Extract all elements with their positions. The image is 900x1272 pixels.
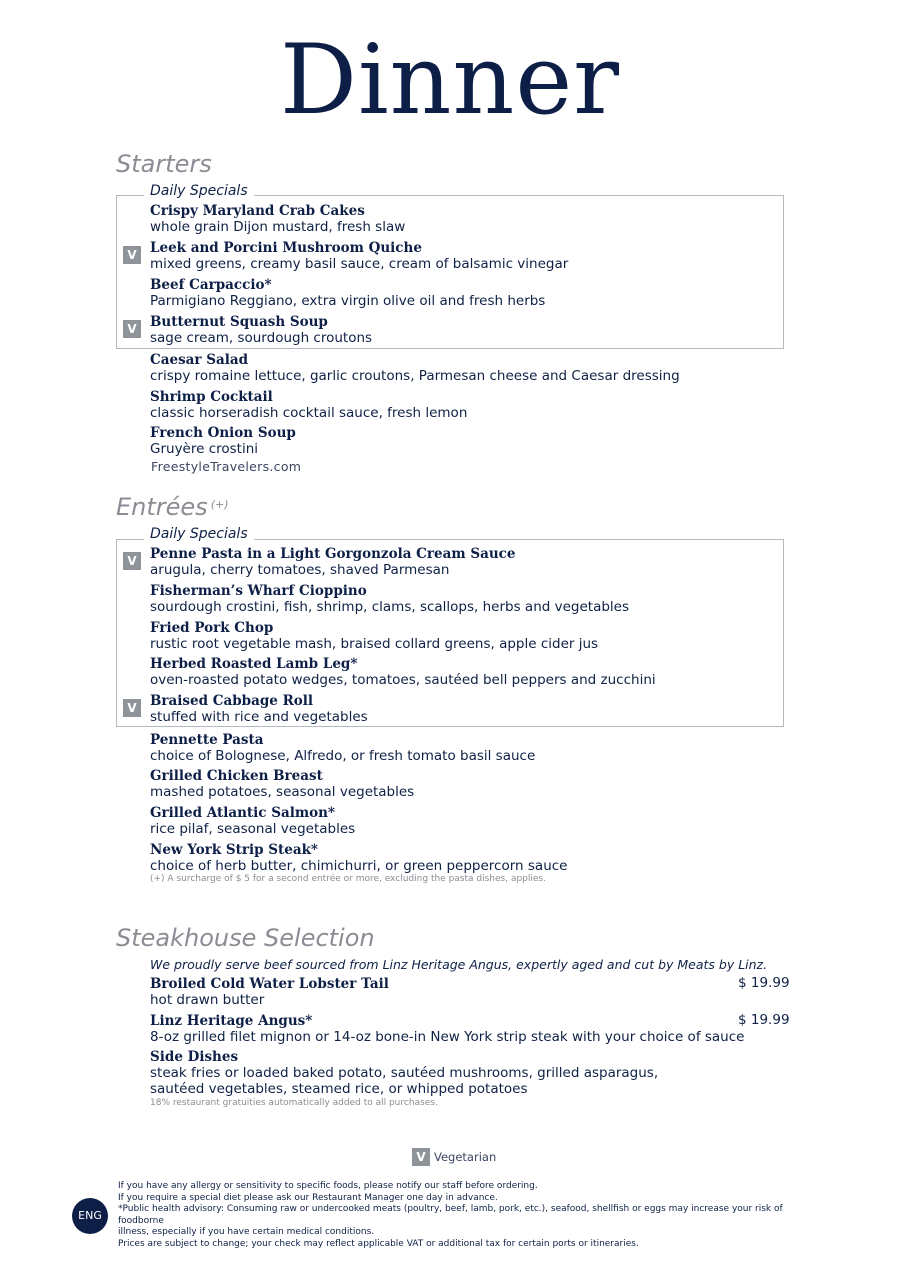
menu-title: Dinner — [279, 24, 621, 136]
menu-item — [150, 352, 680, 384]
gratuity-note: 18% restaurant gratuities automatically added to all purchases. — [150, 1098, 438, 1108]
item-name: French Onion Soup — [150, 425, 296, 441]
item-name: Caesar Salad — [150, 352, 249, 368]
menu-item — [127, 240, 569, 272]
disclaimer-line: Prices are subject to change; your check may reflect applicable VAT or additional tax for certain ports or itineraries. — [118, 1238, 639, 1249]
item-name: Linz Heritage Angus* — [150, 1013, 313, 1029]
item-name: Leek and Porcini Mushroom Quiche — [150, 240, 422, 256]
vegetarian-badge: V — [123, 320, 141, 338]
menu-item — [127, 314, 373, 346]
steakhouse-intro: We proudly serve beef sourced from Linz Heritage Angus, expertly aged and cut by Meats by Linz. — [150, 957, 768, 972]
item-price: $ 19.99 — [738, 975, 790, 991]
vegetarian-badge: V — [123, 552, 141, 570]
item-desc: sage cream, sourdough croutons — [150, 330, 373, 346]
item-desc: crispy romaine lettuce, garlic croutons, Parmesan cheese and Caesar dressing — [150, 368, 680, 384]
vegetarian-legend — [412, 1146, 496, 1166]
item-desc: sourdough crostini, fish, shrimp, clams, scallops, herbs and vegetables — [150, 599, 630, 615]
item-desc: mashed potatoes, seasonal vegetables — [150, 784, 415, 800]
disclaimer-line: illness, especially if you have certain medical conditions. — [118, 1227, 375, 1237]
watermark-text: FreestyleTravelers.com — [151, 459, 302, 474]
disclaimer-line: If you have any allergy or sensitivity to specific foods, please notify our staff before ordering. — [118, 1181, 538, 1191]
disclaimer-line: If you require a special diet please ask our Restaurant Manager one day in advance. — [118, 1192, 498, 1203]
disclaimers — [118, 1181, 790, 1250]
menu-item — [150, 1013, 744, 1045]
item-name: Grilled Atlantic Salmon* — [150, 805, 335, 821]
menu-item — [150, 656, 656, 688]
item-name: New York Strip Steak* — [150, 842, 318, 858]
language-badge[interactable]: ENG — [72, 1198, 108, 1234]
menu-item — [150, 389, 467, 421]
menu-item — [150, 768, 414, 800]
item-name: Butternut Squash Soup — [150, 314, 328, 330]
item-name: Shrimp Cocktail — [150, 389, 273, 405]
item-desc: choice of herb butter, chimichurri, or green peppercorn sauce — [150, 858, 568, 874]
item-name: Braised Cabbage Roll — [150, 693, 314, 709]
disclaimer-line: *Public health advisory: Consuming raw or undercooked meats (poultry, beef, lamb, pork, etc.), seafood, shellfish or eggs may increase your risk of foodborne — [118, 1204, 783, 1226]
item-name: Herbed Roasted Lamb Leg* — [150, 656, 358, 672]
entrees-specials-label: Daily Specials — [144, 525, 254, 543]
starters-heading: Starters — [116, 150, 212, 178]
item-desc: oven-roasted potato wedges, tomatoes, sautéed bell peppers and zucchini — [150, 672, 656, 688]
item-desc: steak fries or loaded baked potato, sautéed mushrooms, grilled asparagus, — [150, 1065, 659, 1081]
steakhouse-heading: Steakhouse Selection — [116, 924, 375, 952]
menu-item — [150, 425, 296, 457]
item-name: Fried Pork Chop — [150, 620, 274, 636]
item-desc: classic horseradish cocktail sauce, fresh lemon — [150, 405, 468, 421]
menu-item — [127, 693, 368, 725]
item-desc: Parmigiano Reggiano, extra virgin olive oil and fresh herbs — [150, 293, 546, 309]
item-desc: sautéed vegetables, steamed rice, or whipped potatoes — [150, 1081, 528, 1097]
item-name: Crispy Maryland Crab Cakes — [150, 203, 365, 219]
item-desc: hot drawn butter — [150, 992, 265, 1008]
item-price: $ 19.99 — [738, 1012, 790, 1028]
item-desc: 8-oz grilled filet mignon or 14-oz bone-in New York strip steak with your choice of sauce — [150, 1029, 745, 1045]
item-desc: rustic root vegetable mash, braised collard greens, apple cider jus — [150, 636, 599, 652]
item-name: Broiled Cold Water Lobster Tail — [150, 976, 389, 992]
vegetarian-badge: V — [123, 246, 141, 264]
item-desc: rice pilaf, seasonal vegetables — [150, 821, 356, 837]
item-desc: Gruyère crostini — [150, 441, 259, 457]
item-name: Pennette Pasta — [150, 732, 264, 748]
menu-item — [150, 620, 598, 652]
item-desc: choice of Bolognese, Alfredo, or fresh tomato basil sauce — [150, 748, 536, 764]
item-desc: mixed greens, creamy basil sauce, cream of balsamic vinegar — [150, 256, 569, 272]
vegetarian-badge: V — [412, 1148, 430, 1166]
item-desc: stuffed with rice and vegetables — [150, 709, 368, 725]
entrees-heading — [116, 493, 229, 521]
entrees-heading-text: Entrées — [116, 493, 208, 521]
item-name: Penne Pasta in a Light Gorgonzola Cream Sauce — [150, 546, 516, 562]
menu-item — [150, 203, 405, 235]
menu-item — [150, 277, 545, 309]
menu-item — [150, 805, 355, 837]
menu-item — [150, 976, 389, 1008]
menu-item — [150, 732, 535, 764]
item-name: Beef Carpaccio* — [150, 277, 272, 293]
menu-item — [150, 842, 568, 874]
legend-label: Vegetarian — [434, 1149, 497, 1164]
entrees-surcharge-mark: (+) — [210, 498, 229, 511]
vegetarian-badge: V — [123, 699, 141, 717]
menu-item — [150, 583, 629, 615]
menu-item — [127, 546, 516, 578]
menu-item — [150, 1049, 658, 1097]
surcharge-note: (+) A surcharge of $ 5 for a second entrée or more, excluding the pasta dishes, applies. — [150, 874, 546, 884]
item-desc: arugula, cherry tomatoes, shaved Parmesan — [150, 562, 450, 578]
item-name: Fisherman’s Wharf Cioppino — [150, 583, 367, 599]
item-desc: whole grain Dijon mustard, fresh slaw — [150, 219, 406, 235]
item-name: Side Dishes — [150, 1049, 239, 1065]
item-name: Grilled Chicken Breast — [150, 768, 323, 784]
starters-specials-label: Daily Specials — [144, 182, 254, 200]
